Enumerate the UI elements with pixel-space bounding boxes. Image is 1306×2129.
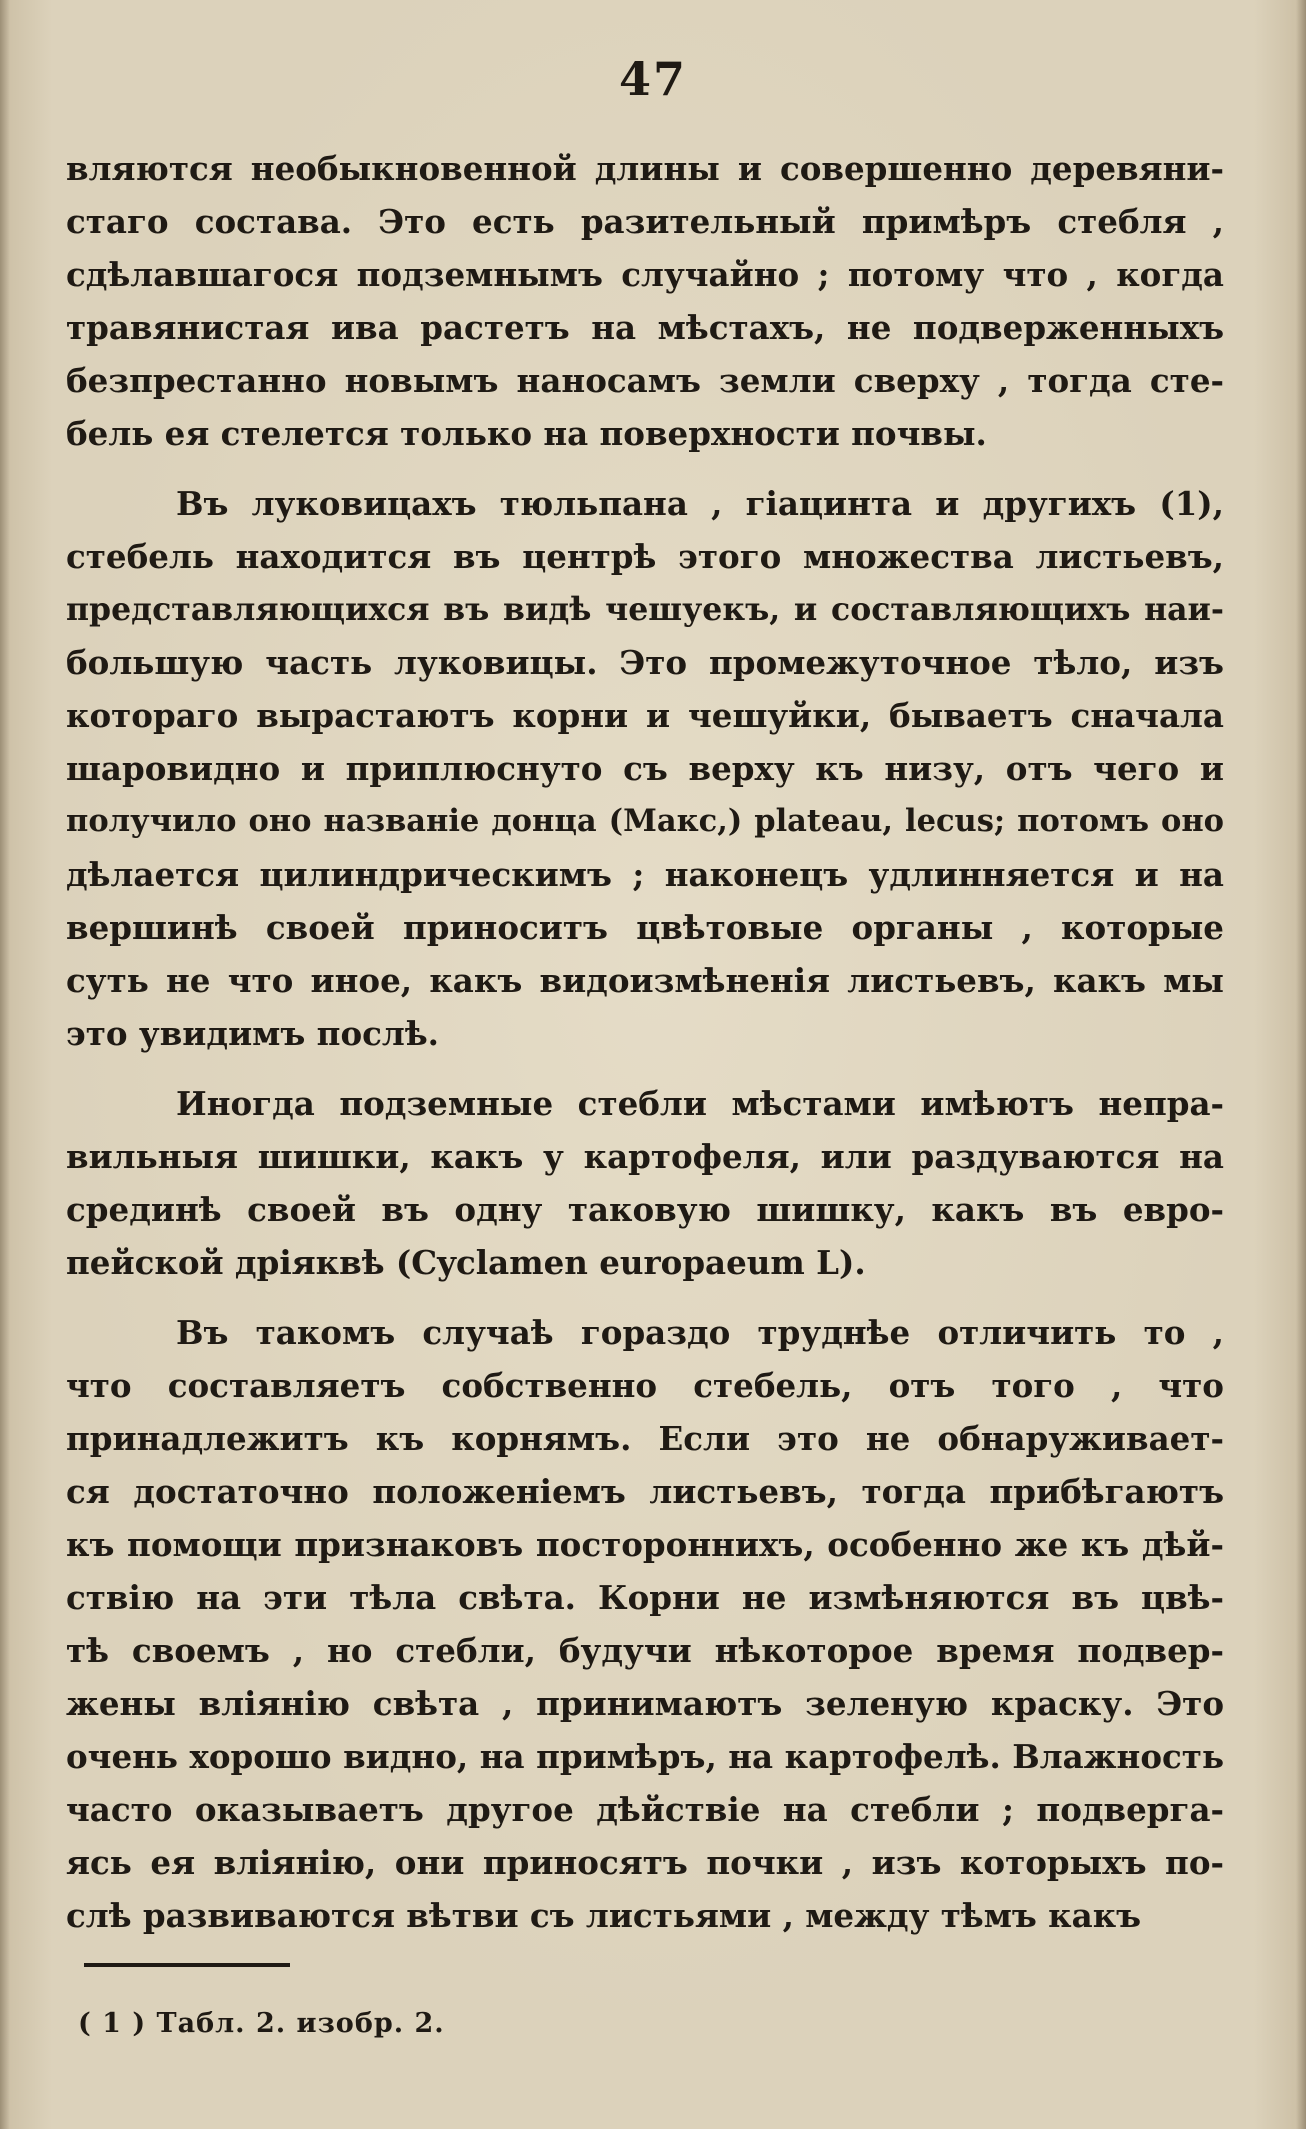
text-line: тѣ своемъ , но стебли, будучи нѣкоторое время подвер- bbox=[66, 1631, 1224, 1670]
paragraph bbox=[66, 477, 1224, 1060]
body-text bbox=[66, 142, 1224, 1942]
text-line: ясь ея вліянію, они приносятъ почки , изъ которыхъ по- bbox=[66, 1843, 1224, 1882]
text-line: котораго вырастаютъ корни и чешуйки, бываетъ сначала bbox=[66, 696, 1224, 735]
text-line: бель ея стелется только на поверхности почвы. bbox=[66, 414, 987, 453]
text-line: сдѣлавшагося подземнымъ случайно ; потому что , когда bbox=[66, 255, 1224, 294]
page-number: 47 bbox=[618, 52, 687, 106]
text-line: ствію на эти тѣла свѣта. Корни не измѣняются въ цвѣ- bbox=[66, 1578, 1224, 1617]
text-line: Иногда подземные стебли мѣстами имѣютъ непра- bbox=[176, 1084, 1224, 1123]
text-line: ся достаточно положеніемъ листьевъ, тогда прибѣгаютъ bbox=[66, 1472, 1224, 1511]
text-line: стебель находится въ центрѣ этого множества листьевъ, bbox=[66, 537, 1224, 576]
text-line: что составляетъ собственно стебель, отъ того , что bbox=[66, 1366, 1224, 1405]
text-line: Въ луковицахъ тюльпана , гіацинта и другихъ (1), bbox=[176, 484, 1224, 523]
text-line: принадлежитъ къ корнямъ. Если это не обнаруживает- bbox=[66, 1419, 1224, 1458]
text-line: вляются необыкновенной длины и совершенно деревяни- bbox=[66, 149, 1224, 188]
footnote: ( 1 ) Табл. 2. изобр. 2. bbox=[78, 2008, 445, 2039]
text-line: суть не что иное, какъ видоизмѣненія листьевъ, какъ мы bbox=[66, 961, 1224, 1000]
text-line: пейской дріяквѣ (Cyclamen europaeum L). bbox=[66, 1243, 866, 1282]
text-line: къ помощи признаковъ постороннихъ, особенно же къ дѣй- bbox=[66, 1525, 1224, 1564]
text-line: дѣлается цилиндрическимъ ; наконецъ удлинняется и на bbox=[66, 855, 1224, 894]
text-line: стаго состава. Это есть разительный примѣръ стебля , bbox=[66, 202, 1224, 241]
text-line: безпрестанно новымъ наносамъ земли сверху , тогда сте- bbox=[66, 361, 1224, 400]
text-line: жены вліянію свѣта , принимаютъ зеленую краску. Это bbox=[66, 1684, 1224, 1723]
paragraph bbox=[66, 1306, 1224, 1942]
text-line: срединѣ своей въ одну таковую шишку, какъ въ евро- bbox=[66, 1190, 1224, 1229]
text-line: получило оно названіе донца (Макс,) plateau, lecus; потомъ оно bbox=[66, 803, 1224, 839]
paragraph bbox=[66, 142, 1224, 460]
paragraph bbox=[66, 1077, 1224, 1289]
text-line: травянистая ива растетъ на мѣстахъ, не подверженныхъ bbox=[66, 308, 1224, 347]
text-line: очень хорошо видно, на примѣръ, на картофелѣ. Влажность bbox=[66, 1737, 1224, 1776]
text-line: слѣ развиваются вѣтви съ листьями , между тѣмъ какъ bbox=[66, 1896, 1142, 1935]
text-line: шаровидно и приплюснуто съ верху къ низу, отъ чего и bbox=[66, 749, 1224, 788]
text-line: представляющихся въ видѣ чешуекъ, и составляющихъ наи- bbox=[66, 591, 1224, 628]
page-edge-shadow-left bbox=[0, 0, 10, 2129]
text-line: это увидимъ послѣ. bbox=[66, 1014, 439, 1053]
text-line: вершинѣ своей приноситъ цвѣтовые органы , которые bbox=[66, 908, 1224, 947]
text-line: часто оказываетъ другое дѣйствіе на стебли ; подверга- bbox=[66, 1790, 1224, 1829]
text-line: большую часть луковицы. Это промежуточное тѣло, изъ bbox=[66, 643, 1224, 682]
text-line: вильныя шишки, какъ у картофеля, или раздуваются на bbox=[66, 1137, 1224, 1176]
text-line: Въ такомъ случаѣ гораздо труднѣе отличить то , bbox=[176, 1313, 1224, 1352]
page-edge-shadow-right bbox=[1296, 0, 1306, 2129]
footnote-rule bbox=[84, 1963, 290, 1967]
